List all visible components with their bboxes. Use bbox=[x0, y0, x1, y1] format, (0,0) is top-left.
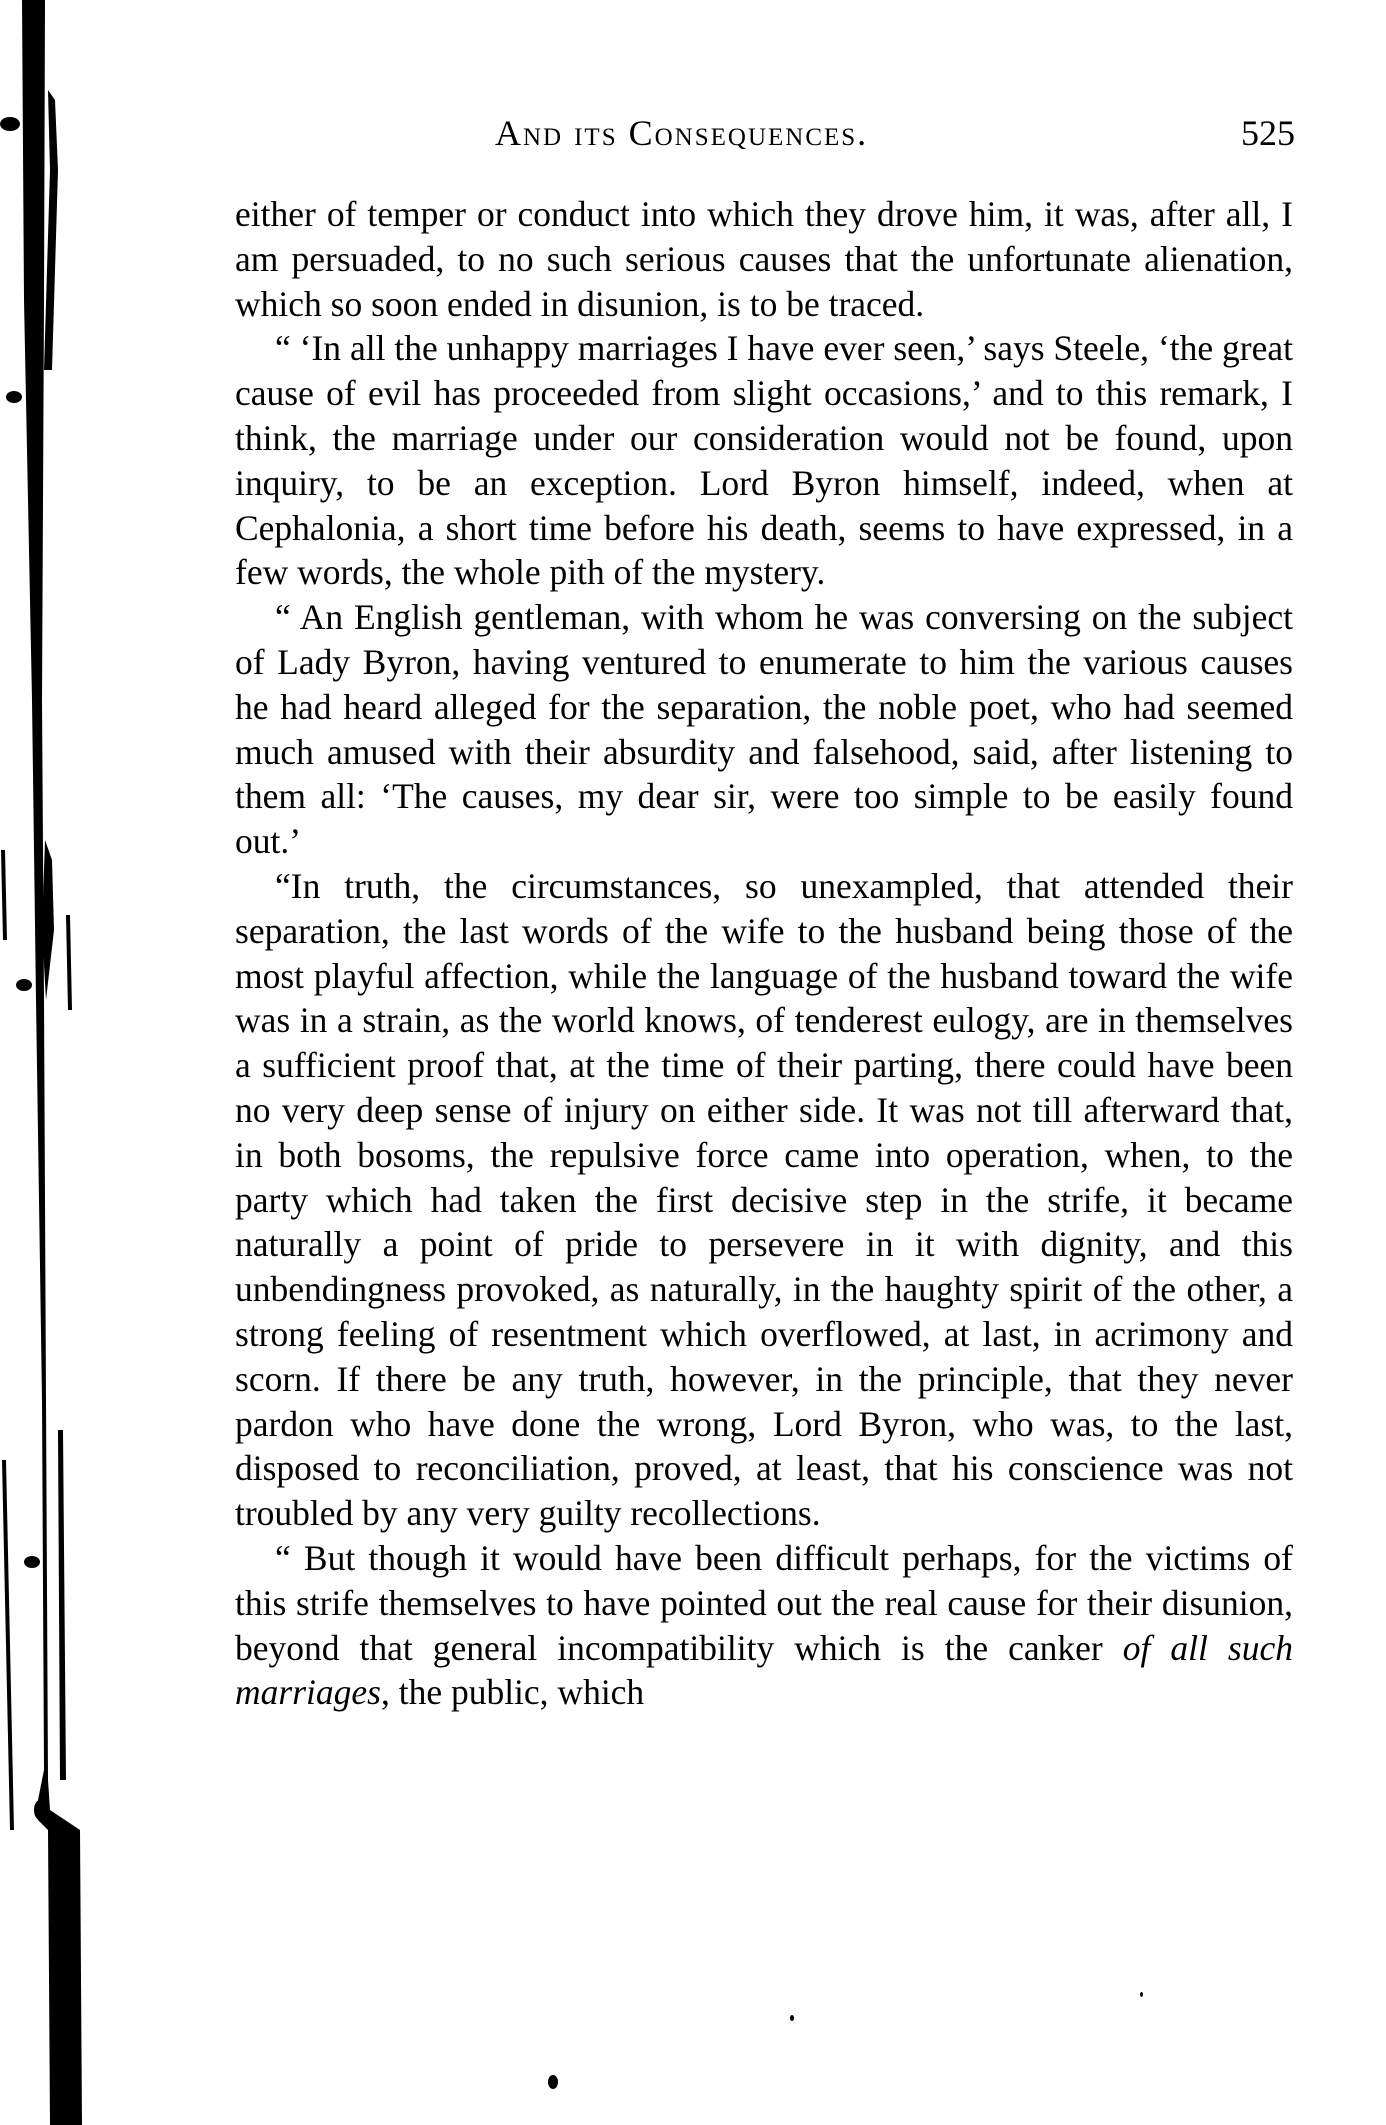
ink-speck bbox=[1140, 1992, 1143, 1997]
page-number: 525 bbox=[1241, 113, 1295, 153]
paragraph: “In truth, the circumstances, so unexampled, that attended their separation, the last words of the wife to the husband being those of the most playful affection, while the language of the husband toward the wife was in a strain, as the world knows, of tenderest eulogy, are in themselves a sufficient proof that, at the time of their parting, there could have been no very deep sense of injury on either side. It was not till afterward that, in both bosoms, the repulsive force came into operation, when, to the party which had taken the first decisive step in the strife, it became naturally a point of pride to persevere in it with dignity, and this unbendingness provoked, as naturally, in the haughty spirit of the other, a strong feeling of resentment which overflowed, at last, in acrimony and scorn. If there be any truth, however, in the principle, that they never pardon who have done the wrong, Lord Byron, who was, to the last, disposed to reconciliation, proved, at least, that his conscience was not troubled by any very guilty recollections. bbox=[235, 865, 1293, 1534]
paragraph: “ ‘In all the unhappy marriages I have ever seen,’ says Steele, ‘the great cause of evil has proceeded from slight occasions,’ and to this remark, I think, the marriage under our consideration would not be found, upon inquiry, to be an exception. Lord Byron himself, indeed, when at Cephalonia, a short time before his death, seems to have expressed, in a few words, the whole pith of the mystery. bbox=[235, 328, 1293, 593]
ink-speck bbox=[790, 2015, 794, 2021]
italic-emphasis: of all such marriages bbox=[235, 1627, 1293, 1713]
page-binding-edge bbox=[0, 0, 110, 2125]
running-header bbox=[235, 112, 1295, 162]
running-title: And its Consequences. bbox=[495, 113, 869, 153]
paragraph bbox=[235, 1536, 1293, 1715]
paragraph-text: , the public, which bbox=[380, 1672, 645, 1713]
paragraph: either of temper or conduct into which they drove him, it was, after all, I am persuaded, to no such serious causes that the unfortunate alienation, which so soon ended in disunion, is to be traced. bbox=[235, 194, 1293, 324]
ink-speck bbox=[548, 2075, 558, 2089]
paragraph: “ An English gentleman, with whom he was conversing on the subject of Lady Byron, having ventured to enumerate to him the various causes he had heard alleged for the separation, the noble poet, who had seemed much amused with their absurdity and falsehood, said, after listening to them all: ‘The causes, my dear sir, were too simple to be easily found out.’ bbox=[235, 597, 1293, 862]
paragraph-text: “ But though it would have been difficult perhaps, for the victims of this strife themselves to have pointed out the real cause for their disunion, beyond that general incompatibility which is the canker bbox=[235, 1537, 1293, 1668]
body-text bbox=[235, 192, 1293, 1715]
